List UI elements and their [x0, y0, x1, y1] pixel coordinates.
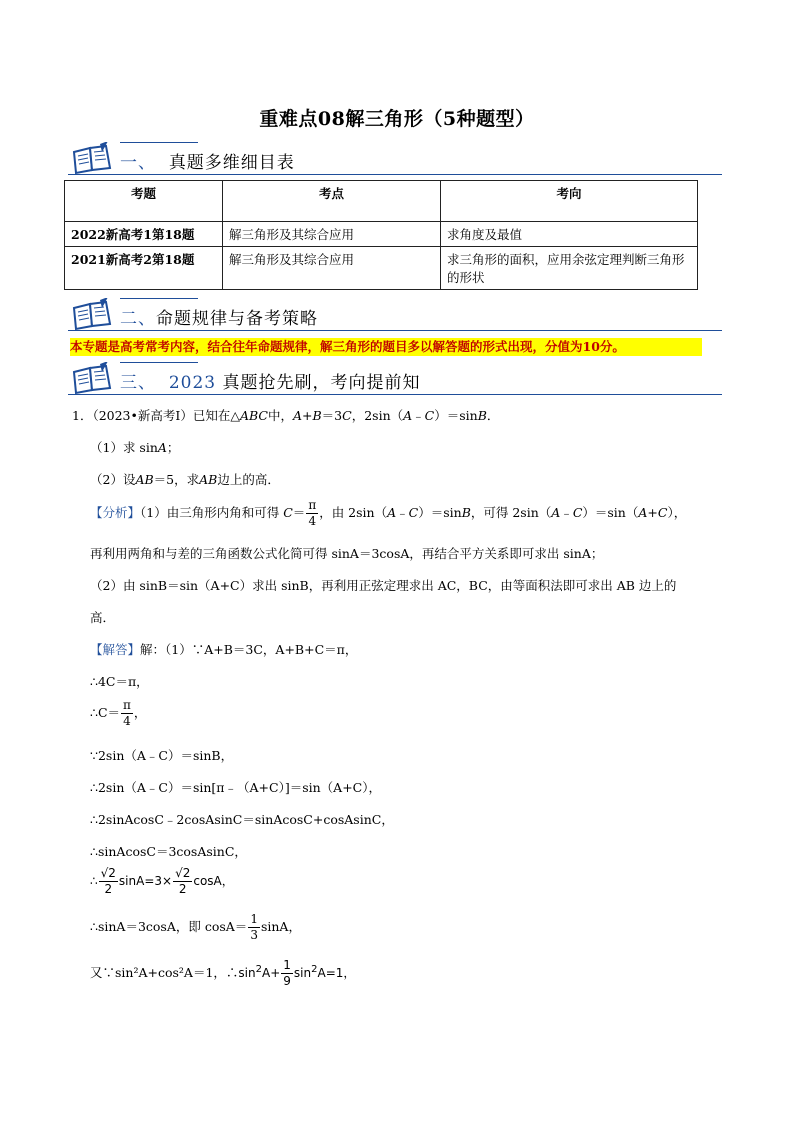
book-icon: [70, 298, 114, 332]
table-cell: 解三角形及其综合应用: [223, 222, 441, 247]
table-cell: 解三角形及其综合应用: [223, 247, 441, 290]
table-header-row: [65, 181, 698, 222]
solution-line-2: ∴C＝ $\frac{\pi}{4}$ ，: [90, 698, 147, 728]
column-header: 考向: [441, 181, 698, 222]
section-header-one: [68, 142, 722, 176]
solution-line-3: ∵2sin（A﹣C）＝sinB，: [90, 748, 234, 763]
table-row: [65, 247, 698, 290]
question-1: （1）求 sinA；: [90, 440, 180, 455]
analysis-line-3: （2）由 sinB＝sin（A+C）求出 sinB，再利用正弦定理求出 AC，BC，由等面积法即可求出 AB 边上的: [90, 578, 677, 593]
solution-line-6: ∴sinAcosC＝3cosAsinC，: [90, 844, 247, 859]
section-title: 一、 真题多维细目表: [120, 153, 295, 173]
table-cell: 2022新高考1第18题: [65, 222, 223, 247]
analysis-line-1: 【分析】（1）由三角形内角和可得 C＝ $\frac{\pi}{4}$ ，由 2sin（A﹣C）＝sinB，可得 2sin（A﹣C）＝sin（A+C），: [90, 498, 687, 528]
solution-line-9: 又∵sin²A+cos²A＝1，$\therefore\sin^2A+$ $\frac{1}{9}$ $\sin^2A=1$，: [90, 958, 356, 988]
section-title: 二、命题规律与备考策略: [120, 309, 318, 329]
table-cell: 求三角形的面积，应用余弦定理判断三角形的形状: [441, 247, 698, 290]
book-icon: [70, 362, 114, 396]
table-cell: 2021新高考2第18题: [65, 247, 223, 290]
table-row: [65, 222, 698, 247]
section-header-two: [68, 298, 722, 332]
analysis-line-2: 再利用两角和与差的三角函数公式化简可得 sinA＝3cosA，再结合平方关系即可求出 sinA；: [90, 546, 604, 561]
solution-line-4: ∴2sin（A﹣C）＝sin[π﹣（A+C）]＝sin（A+C），: [90, 780, 381, 795]
section-header-three: [68, 362, 722, 396]
solution-line-0: 【解答】解：（1）∵A+B＝3C，A+B+C＝π，: [90, 642, 358, 657]
analysis-line-4: 高．: [90, 610, 116, 625]
page-title: 重难点08解三角形（5种题型）: [259, 108, 535, 130]
column-header: 考题: [65, 181, 223, 222]
strategy-highlight: 本专题是高考常考内容，结合往年命题规律，解三角形的题目多以解答题的形式出现，分值为10分。: [70, 338, 702, 356]
solution-line-8: ∴sinA＝3cosA，即 cosA＝ $\frac{1}{3}$ sinA，: [90, 912, 301, 942]
problem-stem: 1．（2023•新高考Ⅰ）已知在△ABC中，A+B＝3C，2sin（A﹣C）＝sinB．: [72, 408, 500, 423]
solution-line-5: ∴2sinAcosC﹣2cosAsinC＝sinAcosC+cosAsinC，: [90, 812, 394, 827]
question-2: （2）设AB＝5，求AB边上的高．: [90, 472, 280, 487]
book-icon: [70, 142, 114, 176]
exam-matrix-table: [64, 180, 698, 290]
column-header: 考点: [223, 181, 441, 222]
table-cell: 求角度及最值: [441, 222, 698, 247]
section-title: 三、 2023 真题抢先刷，考向提前知: [120, 373, 421, 393]
solution-line-1: ∴4C＝π，: [90, 674, 149, 689]
solution-line-7: ∴ $\frac{√2}{2}$ sinA=3× $\frac{√2}{2}$ cosA，: [90, 866, 234, 896]
